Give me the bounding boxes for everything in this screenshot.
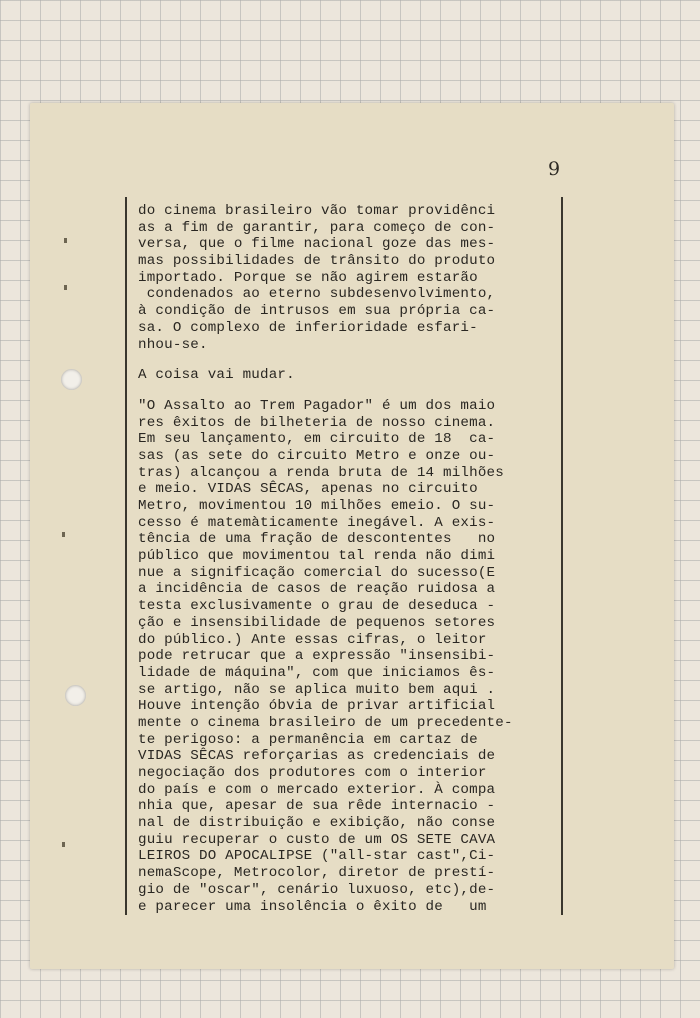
margin-mark	[64, 238, 67, 243]
text-line: se artigo, não se aplica muito bem aqui .	[138, 681, 496, 698]
text-line: nal de distribuição e exibição, não conse	[138, 815, 496, 832]
margin-mark	[64, 285, 67, 290]
punch-hole-top	[61, 369, 82, 390]
text-line: nhou-se.	[138, 336, 208, 353]
text-line: pode retrucar que a expressão "insensibi-	[138, 648, 496, 665]
text-line: do cinema brasileiro vão tomar providênci	[138, 203, 496, 219]
left-margin-line	[125, 197, 127, 915]
punch-hole-bottom	[65, 685, 86, 706]
paragraph	[138, 367, 558, 384]
text-line: mas possibilidades de trânsito do produto	[138, 253, 496, 270]
text-line: do público.) Ante essas cifras, o leitor	[138, 631, 487, 648]
text-line: condenados ao eterno subdesenvolvimento,	[138, 286, 496, 303]
paragraph	[138, 203, 558, 353]
text-line: do país e com o mercado exterior. À compa	[138, 781, 496, 798]
text-line: Metro, movimentou 10 milhões emeio. O su-	[138, 498, 496, 514]
text-line: "O Assalto ao Trem Pagador" é um dos maio	[138, 397, 496, 414]
text-line: a incidência de casos de reação ruidosa a	[138, 581, 496, 598]
text-line: te perigoso: a permanência em cartaz de	[138, 731, 478, 748]
text-line: tência de uma fração de descontentes no	[138, 531, 496, 548]
text-line: gio de "oscar", cenário luxuoso, etc),de-	[138, 881, 496, 898]
text-line: tras) alcançou a renda bruta de 14 milhões	[138, 464, 504, 481]
text-line: testa exclusivamente o grau de deseduca -	[138, 598, 496, 615]
typed-text	[138, 203, 558, 915]
text-line: lidade de máquina", com que iniciamos ês-	[138, 664, 496, 681]
text-line: nemaScope, Metrocolor, diretor de prestí-	[138, 865, 496, 882]
text-line: Houve intenção óbvia de privar artificial	[138, 698, 496, 715]
text-line: e parecer uma insolência o êxito de um	[138, 898, 487, 915]
text-line: versa, que o filme nacional goze das mes-	[138, 236, 496, 253]
text-line: VIDAS SÊCAS reforçarias as credenciais de	[138, 748, 496, 765]
text-line: ção e insensibilidade de pequenos setores	[138, 614, 496, 631]
text-line: e meio. VIDAS SÊCAS, apenas no circuito	[138, 481, 478, 498]
text-line: A coisa vai mudar.	[138, 367, 295, 384]
text-line: público que movimentou tal renda não dimi	[138, 548, 496, 565]
page-number: 9	[548, 158, 561, 180]
margin-mark	[62, 532, 65, 537]
margin-mark	[62, 842, 65, 847]
text-line: nhia que, apesar de sua rêde internacio -	[138, 798, 496, 815]
text-line: res êxitos de bilheteria de nosso cinema.	[138, 414, 496, 431]
text-line: as a fim de garantir, para começo de con-	[138, 219, 496, 236]
text-line: cesso é matemàticamente inegável. A exis-	[138, 514, 496, 531]
text-line: nue a significação comercial do sucesso(E	[138, 564, 496, 581]
text-line: sa. O complexo de inferioridade esfari-	[138, 319, 478, 336]
text-line: à condição de intrusos em sua própria ca-	[138, 303, 496, 320]
text-line: guiu recuperar o custo de um OS SETE CAVA	[138, 831, 496, 848]
text-line: mente o cinema brasileiro de um precedente-	[138, 714, 513, 731]
text-line: negociação dos produtores com o interior	[138, 765, 487, 781]
right-margin-line	[561, 197, 563, 915]
paragraph	[138, 398, 558, 915]
text-line: importado. Porque se não agirem estarão	[138, 269, 478, 286]
text-line: LEIROS DO APOCALIPSE ("all-star cast",Ci-	[138, 848, 496, 865]
text-line: sas (as sete do circuito Metro e onze ou-	[138, 447, 496, 464]
text-line: Em seu lançamento, em circuito de 18 ca-	[138, 431, 496, 448]
